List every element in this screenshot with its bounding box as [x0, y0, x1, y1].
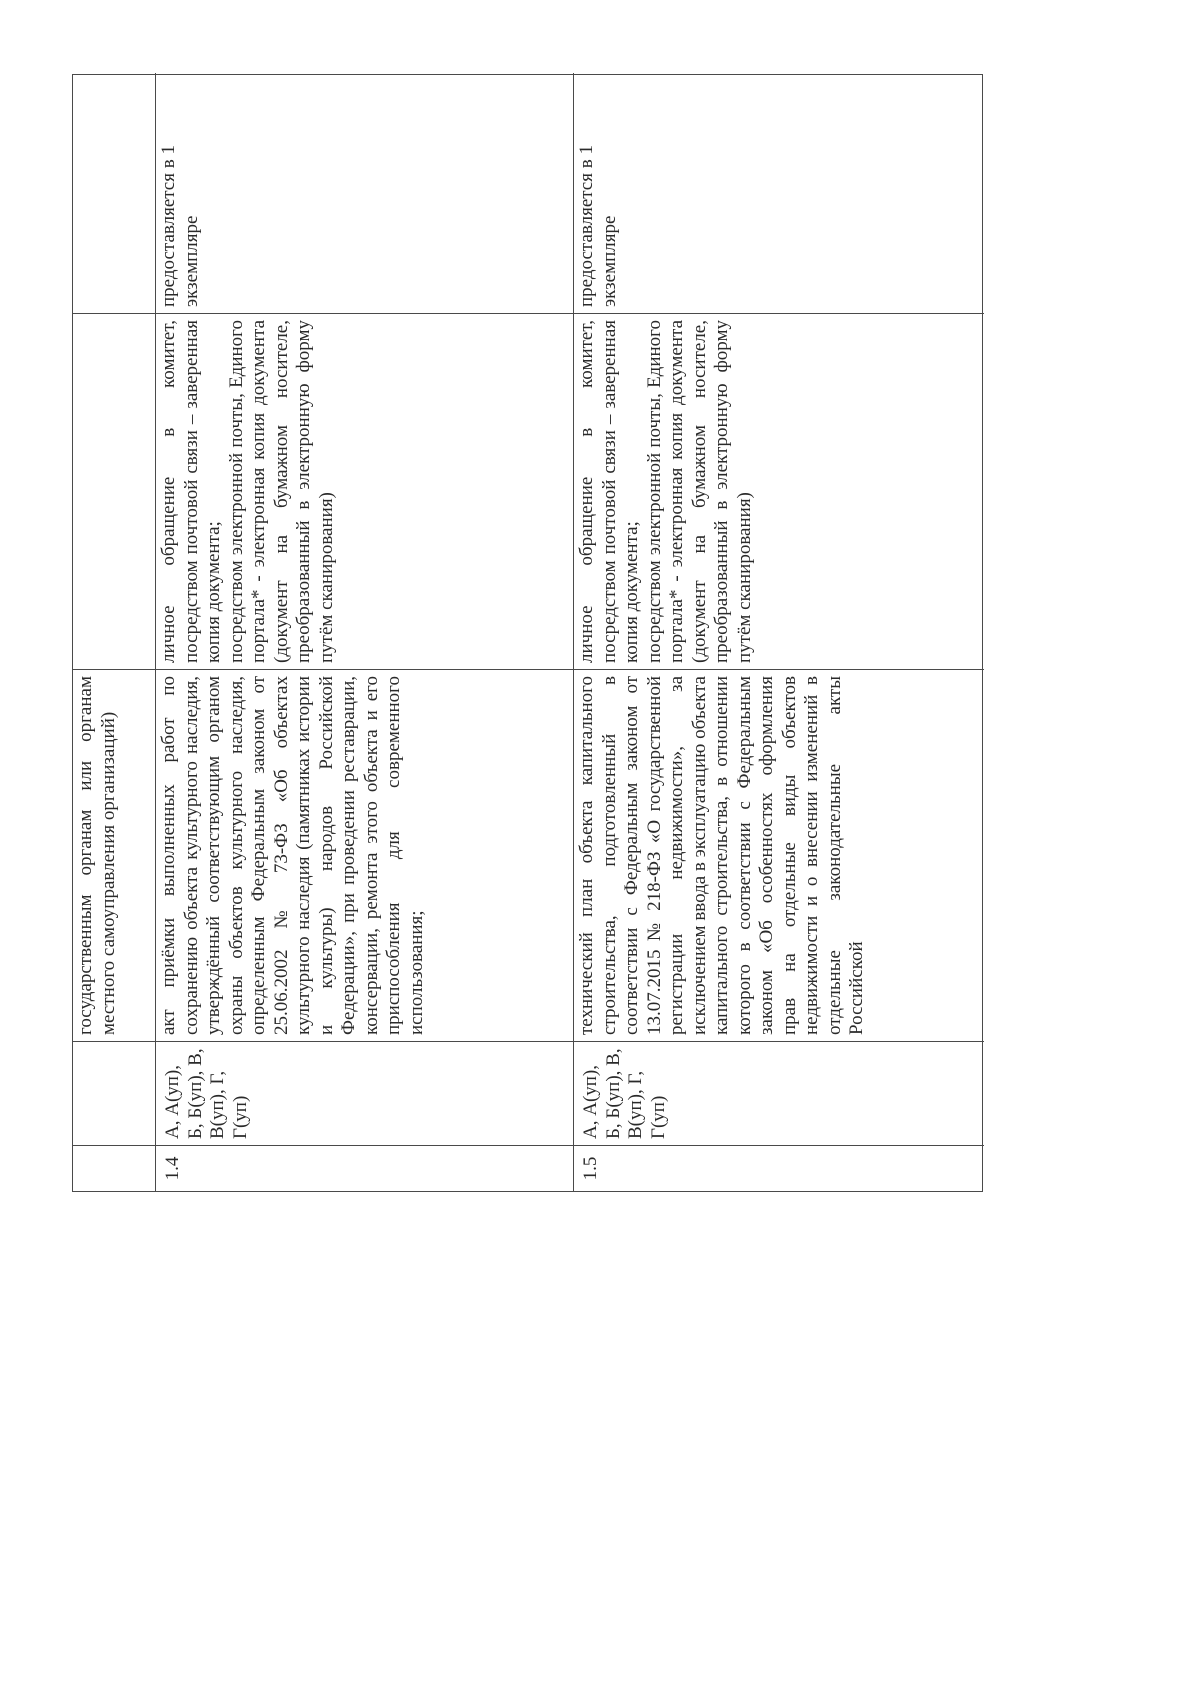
- submission-method-cell: личное обращение в комитет, посредством почтовой связи – заверенная копия документа; посредством электронной почты, Единого портала* - электронная копия документа (документ на бумажном носителе, преобразованный в электронную форму путём сканирования): [574, 313, 984, 669]
- categories-cell: А, А(уп), Б, Б(уп), В, В(уп), Г, Г(уп): [156, 1041, 574, 1145]
- categories-cell: А, А(уп), Б, Б(уп), В, В(уп), Г, Г(уп): [574, 1041, 984, 1145]
- document-cell: технический план объекта капитального строительства, подготовленный в соответствии с Федеральным законом от 13.07.2015 № 218-ФЗ «О государственной регистрации недвижимости», за исключением ввода в эксплуатацию объекта капитального строительства, в отношении которого в соответствии с Федеральным законом «Об особенностях оформления прав на отдельные виды объектов недвижимости и о внесении изменений в отдельные законодательные акты Российской: [574, 669, 984, 1041]
- row-number-cell: 1.4: [156, 1145, 574, 1191]
- row-number-cell: [73, 1145, 156, 1191]
- document-table: [72, 74, 983, 1192]
- document-cell: акт приёмки выполненных работ по сохранению объекта культурного наследия, утверждённый соответствующим органом охраны объектов культурного наследия, определенным Федеральным законом от 25.06.2002 № 73-ФЗ «Об объектах культурного наследия (памятниках истории и культуры) народов Российской Федерации», при проведении реставрации, консервации, ремонта этого объекта и его приспособления для современного использования;: [156, 669, 574, 1041]
- document-cell: государственным органам или органам местного самоуправления организаций): [73, 669, 156, 1041]
- submission-method-cell: [73, 313, 156, 669]
- note-cell: предоставляется в 1 экземпляре: [576, 145, 620, 307]
- note-cell: [73, 73, 156, 313]
- submission-method-cell: личное обращение в комитет, посредством почтовой связи – заверенная копия документа; посредством электронной почты, Единого портала* - электронная копия документа (документ на бумажном носителе, преобразованный в электронную форму путём сканирования): [156, 313, 574, 669]
- row-number-cell: 1.5: [574, 1145, 984, 1191]
- categories-cell: [73, 1041, 156, 1145]
- note-cell: предоставляется в 1 экземпляре: [156, 73, 574, 313]
